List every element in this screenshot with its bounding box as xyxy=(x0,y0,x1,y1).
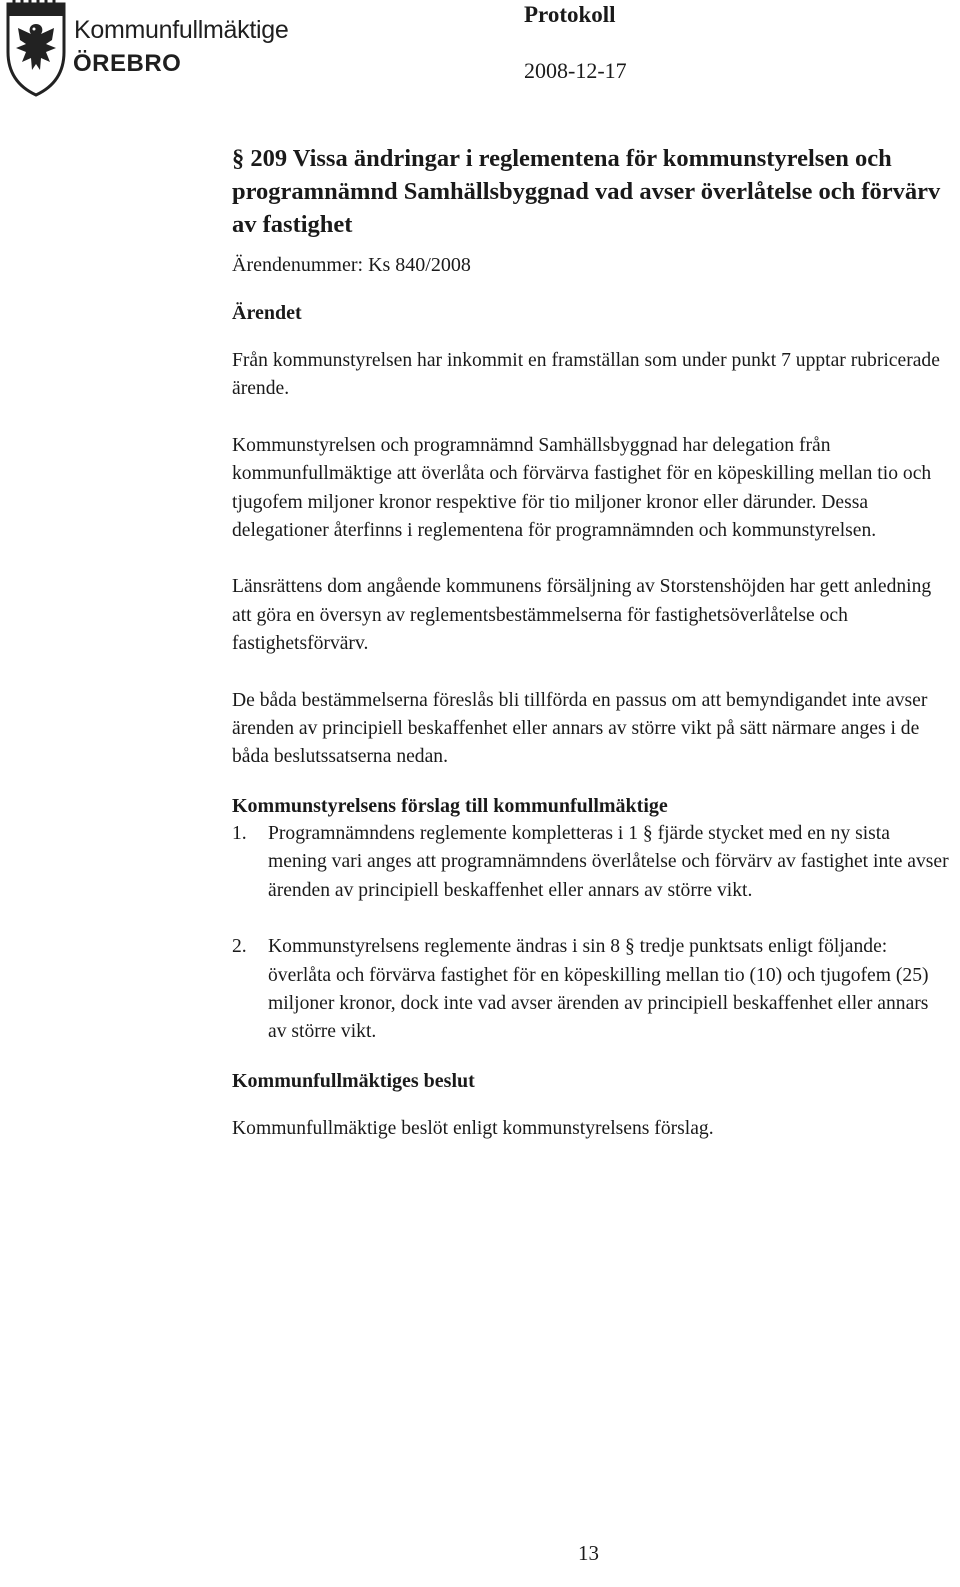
paragraph: Från kommunstyrelsen har inkommit en framställan som under punkt 7 upptar rubricerade ärende. xyxy=(232,350,940,400)
proposal-item xyxy=(232,820,950,905)
forslag-heading: Kommunstyrelsens förslag till kommunfullmäktige xyxy=(232,794,668,817)
paragraph: De båda bestämmelserna föreslås bli tillförda en passus om att bemyndigandet inte avser ärenden av principiell beskaffenhet eller annars av större vikt på sätt närmare anges i de båda beslutssatserna nedan. xyxy=(232,689,928,768)
proposal-item-text: Kommunstyrelsens reglemente ändras i sin 8 § tredje punktsats enligt följande: överlåta och förvärva fastighet för en köpeskilling mellan tio (10) och tjugofem (25) miljoner kronor, dock inte vad avser ärenden av principiell beskaffenhet eller annars av större vikt. xyxy=(268,936,929,1043)
proposal-list xyxy=(232,820,950,1047)
proposal-item-number: 2. xyxy=(232,936,247,958)
page-number: 13 xyxy=(578,1541,599,1565)
paragraph: Länsrättens dom angående kommunens försäljning av Storstenshöjden har gett anledning att göra en översyn av reglementsbestämmelserna för fastighetsöverlåtelse och fastighetsförvärv. xyxy=(232,576,932,655)
beslut-text: Kommunfullmäktige beslöt enligt kommunstyrelsens förslag. xyxy=(232,1117,714,1139)
proposal-item-text: Programnämndens reglemente kompletteras i 1 § fjärde stycket med en ny sista mening vari anges att programnämndens överlåtelse och förvärv av fastighet inte avser ärenden av principiell beskaffenhet eller annars av större vikt. xyxy=(268,822,949,901)
section-title: § 209 Vissa ändringar i reglementena för kommunstyrelsen och programnämnd Samhällsbyggnad vad avser överlåtelse och förvärv av fastighet xyxy=(232,145,941,238)
case-number: Ärendenummer: Ks 840/2008 xyxy=(232,254,471,276)
proposal-item xyxy=(232,933,950,1047)
paragraph: Kommunstyrelsen och programnämnd Samhällsbyggnad har delegation från kommunfullmäktige att överlåta och förvärva fastighet för en köpeskilling mellan tio och tjugofem miljoner kronor respektive för tio miljoner kronor eller därunder. Dessa delegationer återfinns i reglementena för programnämnden och kommunstyrelsen. xyxy=(232,434,932,542)
beslut-heading: Kommunfullmäktiges beslut xyxy=(232,1069,475,1092)
header-logo xyxy=(4,0,304,100)
proposal-item-number: 1. xyxy=(232,822,247,844)
org-city: ÖREBRO xyxy=(73,50,182,77)
document-type: Protokoll xyxy=(524,2,616,27)
orebro-coat-of-arms-icon xyxy=(4,0,68,98)
document-date: 2008-12-17 xyxy=(524,58,627,83)
arendet-heading: Ärendet xyxy=(232,302,302,324)
document-body xyxy=(232,142,950,1143)
org-name: Kommunfullmäktige xyxy=(74,16,289,44)
